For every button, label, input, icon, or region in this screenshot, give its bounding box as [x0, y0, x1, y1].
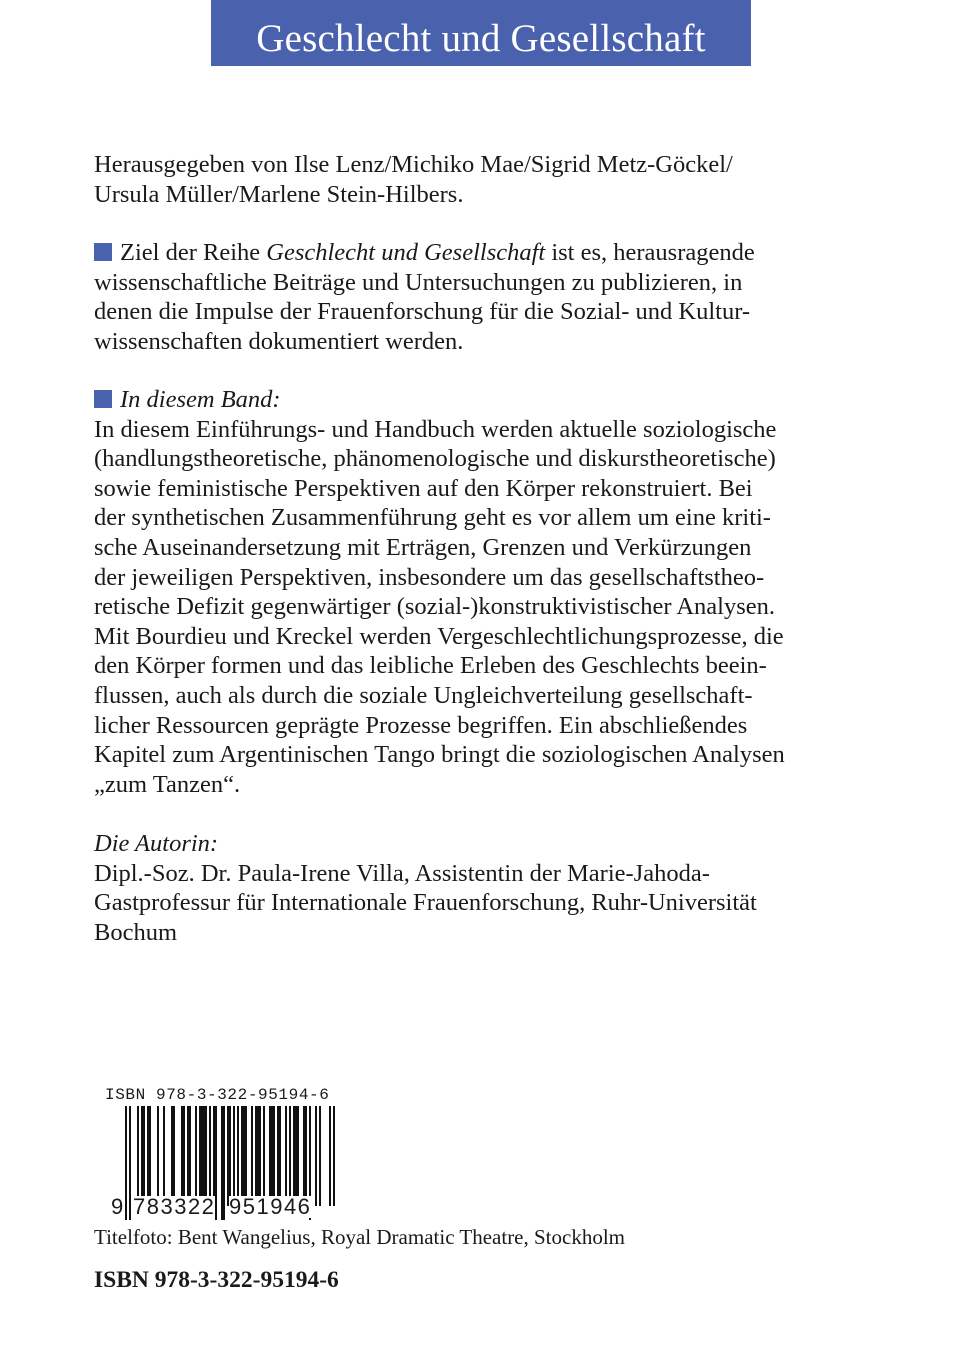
editors-line: Ursula Müller/Marlene Stein-Hilbers. — [94, 180, 464, 208]
volume-heading-line — [94, 385, 884, 415]
barcode-bar — [229, 1106, 231, 1206]
isbn-barcode — [101, 1086, 351, 1219]
volume-line: der jeweiligen Perspektiven, insbesondere um das gesellschaftstheo- — [94, 563, 765, 591]
barcode-bar — [233, 1106, 235, 1206]
barcode-bar — [213, 1106, 215, 1206]
photo-credit: Titelfoto: Bent Wangelius, Royal Dramatic Theatre, Stockholm — [94, 1225, 626, 1249]
barcode-bar — [143, 1106, 145, 1206]
barcode-bar — [289, 1106, 291, 1206]
volume-line: sowie feministische Perspektiven auf den Körper rekonstruiert. Bei — [94, 474, 753, 502]
barcode-bar — [271, 1106, 273, 1206]
isbn-text: ISBN 978-3-322-95194-6 — [94, 1267, 339, 1293]
barcode-bar — [181, 1106, 183, 1206]
barcode-bar — [199, 1106, 201, 1206]
barcode-isbn-label: ISBN 978-3-322-95194-6 — [105, 1086, 330, 1104]
barcode-bar — [255, 1106, 257, 1206]
volume-heading: In diesem Band: — [120, 386, 281, 413]
author-line: Bochum — [94, 918, 178, 946]
barcode-bar — [125, 1106, 127, 1220]
barcode-bar — [303, 1106, 305, 1206]
barcode-bar — [295, 1106, 297, 1206]
barcode-bar — [205, 1106, 207, 1206]
volume-line: In diesem Einführungs- und Handbuch werden aktuelle soziologische — [94, 415, 777, 443]
barcode-bar — [273, 1106, 275, 1206]
editors-block — [94, 150, 884, 209]
volume-line: Kapitel zum Argentinischen Tango bringt die soziologischen Analysen — [94, 741, 785, 769]
blue-square-bullet-icon — [94, 390, 112, 408]
barcode-bar — [183, 1106, 185, 1206]
barcode-bar — [237, 1106, 239, 1206]
barcode-bar — [137, 1106, 139, 1206]
volume-line: Mit Bourdieu und Kreckel werden Vergeschlechtlichungsprozesse, die — [94, 622, 784, 650]
barcode-bar — [129, 1106, 131, 1220]
author-line: Gastprofessur für Internationale Frauenforschung, Ruhr-Universität — [94, 889, 757, 917]
barcode-bar — [277, 1106, 279, 1206]
barcode-bar — [173, 1106, 175, 1206]
barcode-bar — [157, 1106, 159, 1206]
series-aim-intro: Ziel der Reihe — [120, 239, 267, 266]
barcode-bar — [285, 1106, 287, 1206]
barcode-bar — [245, 1106, 247, 1206]
series-aim-line1-rest: ist es, herausragende — [545, 239, 755, 266]
barcode-bar — [257, 1106, 259, 1206]
volume-line: (handlungstheoretische, phänomenologische und diskurstheoretische) — [94, 445, 776, 473]
blue-square-bullet-icon — [94, 243, 112, 261]
volume-block — [94, 385, 884, 799]
barcode-bar — [251, 1106, 253, 1206]
barcode-bar — [241, 1106, 243, 1206]
series-aim-line: denen die Impulse der Frauenforschung für die Sozial- und Kultur- — [94, 298, 751, 326]
series-banner — [211, 0, 751, 66]
author-line: Dipl.-Soz. Dr. Paula-Irene Villa, Assistentin der Marie-Jahoda- — [94, 859, 710, 887]
author-block — [94, 829, 884, 947]
barcode-bar — [171, 1106, 173, 1206]
barcode-bar — [297, 1106, 299, 1206]
barcode-bar — [149, 1106, 151, 1206]
barcode-bar — [141, 1106, 143, 1206]
barcode-bar — [195, 1106, 197, 1206]
volume-line: den Körper formen und das leibliche Erleben des Geschlechts beein- — [94, 652, 767, 680]
barcode-bar — [263, 1106, 265, 1206]
barcode-bar — [223, 1106, 225, 1220]
barcode-digits-left: 783322 — [133, 1194, 216, 1219]
barcode-bar — [333, 1106, 335, 1206]
series-aim-line: wissenschaften dokumentiert werden. — [94, 327, 464, 355]
barcode-bar — [189, 1106, 191, 1206]
barcode-bar — [147, 1106, 149, 1206]
series-aim-block — [94, 238, 884, 356]
editors-line: Herausgegeben von Ilse Lenz/Michiko Mae/Sigrid Metz-Göckel/ — [94, 151, 733, 178]
barcode-digits-right: 951946 — [229, 1194, 312, 1219]
barcode-bar — [163, 1106, 165, 1206]
author-heading: Die Autorin: — [94, 830, 219, 857]
volume-line: licher Ressourcen geprägte Prozesse begriffen. Ein abschließendes — [94, 711, 748, 739]
volume-line: flussen, auch als durch die soziale Ungleichverteilung gesellschaft- — [94, 681, 753, 709]
barcode-bar — [259, 1106, 261, 1206]
barcode-bar — [201, 1106, 203, 1206]
barcode-bar — [187, 1106, 189, 1206]
barcode-bar — [221, 1106, 223, 1220]
barcode-bar — [227, 1106, 229, 1206]
series-title: Geschlecht und Gesellschaft — [256, 16, 706, 60]
series-aim-series-name: Geschlecht und Gesellschaft — [266, 239, 546, 266]
barcode-bar — [209, 1106, 211, 1206]
barcode-bar — [305, 1106, 307, 1206]
volume-line: retische Defizit gegenwärtiger (sozial-)konstruktivistischer Analysen. — [94, 593, 776, 621]
barcode-bar — [319, 1106, 321, 1206]
barcode-bar — [329, 1106, 331, 1206]
barcode-bar — [243, 1106, 245, 1206]
series-aim-line: wissenschaftliche Beiträge und Untersuchungen zu publizieren, in — [94, 268, 743, 296]
volume-line: sche Auseinandersetzung mit Erträgen, Grenzen und Verkürzungen — [94, 533, 752, 561]
barcode-bar — [269, 1106, 271, 1206]
barcode-bar — [279, 1106, 281, 1206]
barcode-bar — [315, 1106, 317, 1206]
barcode-bar — [293, 1106, 295, 1206]
volume-line: „zum Tanzen“. — [94, 770, 241, 798]
series-aim-first-line — [94, 238, 884, 268]
volume-line: der synthetischen Zusammenführung geht es vor allem um eine kriti- — [94, 504, 771, 532]
barcode-bar — [203, 1106, 205, 1206]
barcode-digit-first: 9 — [111, 1194, 124, 1219]
